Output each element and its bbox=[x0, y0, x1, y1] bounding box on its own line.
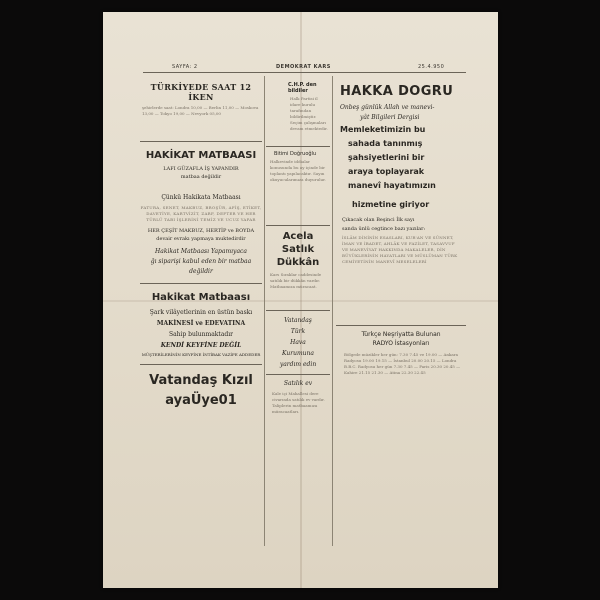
issue-date: 25.4.950 bbox=[418, 64, 445, 70]
kizilay-ad: Vatandaş Kızıl ayaÜye01 bbox=[149, 373, 253, 408]
hakka-sub2: yât Bilgileri Dergisi bbox=[360, 114, 420, 121]
hakikat-sub2: matbaa değildir bbox=[180, 174, 222, 180]
hakka-big2: sahada tanınmış bbox=[348, 139, 423, 148]
page-number: SAYFA: 2 bbox=[172, 64, 198, 70]
vatandas-1: Vatandaş bbox=[284, 317, 312, 324]
newspaper-name: DEMOKRAT KARS bbox=[276, 64, 331, 70]
chp-title: C.H.P. den bildiler bbox=[288, 82, 317, 94]
acela-2: Satlık bbox=[281, 244, 315, 255]
acela-text: Kars Sıraklar caddesinde satılık bir dükkân vardır. Matbaamıza müracaat. bbox=[270, 272, 322, 289]
divider bbox=[140, 283, 262, 284]
acela-1: Acela bbox=[282, 231, 314, 242]
ad2-line1: Şark vilâyetlerinin en üstün baskı bbox=[149, 309, 253, 316]
hakikat-caps: FATURA, SENET, MAKBUZ, BROŞÜR, AFİŞ, ETİKET, DAVETİYE, KARTVİZİT, ZARF, DEFTER VE HER TÜRLÜ TABI İŞLERİNİ TEMİZ VE UCUZ YAPAR bbox=[140, 205, 262, 222]
divider bbox=[266, 310, 330, 311]
bitimi-title: Bitimi Doğruoğlu bbox=[274, 151, 317, 157]
divider bbox=[266, 374, 330, 375]
radio-title-1: Türkçe Neşriyatta Bulunan bbox=[361, 331, 441, 338]
hakka-caps: İSLÂM DİNİNİN ESASLARI, KUR'AN VE SÜNNET, İMAN VE İBADET, AHLÂK VE FAZİLET, TASAVVUF VE MANEVİYAT HAKKINDA MAKALELER, DİN BÜYÜKLERİNİN HAYATLARI VE MÜSLÜMAN TÜRK CEMİYETİNİN MANEVÎ MESELELERİ bbox=[342, 235, 458, 264]
divider bbox=[266, 225, 330, 226]
hakikat-italic-3: değildir bbox=[189, 268, 213, 275]
divider bbox=[140, 141, 262, 142]
hakikat-italic-2: ğı siparişi kabul eden bir matbaa bbox=[150, 258, 252, 265]
hakka-big1: Memleketimizin bu bbox=[340, 125, 426, 134]
satilik-text: Kale içi Mahallesi dere civarında satılık ev vardır. Taliplerin matbaamıza müracaatları. bbox=[272, 391, 325, 414]
hakka-big3: şahsiyetlerini bir bbox=[348, 153, 425, 162]
ad2-title: Hakikat Matbaası bbox=[151, 292, 251, 303]
hakikat-italic-1: Hakikat Matbaası Yapamıyaca bbox=[155, 248, 247, 255]
hakka-big6: hizmetine giriyor bbox=[352, 200, 430, 209]
hakikat-sub1: LAFI GÜZAFLA İŞ YAPANDIR bbox=[163, 166, 239, 172]
hakka-title: HAKKA DOGRU bbox=[340, 84, 454, 99]
left-column bbox=[140, 78, 262, 550]
ad2-line3: Sahip bulunmaktadır bbox=[168, 331, 234, 338]
divider bbox=[266, 146, 330, 147]
middle-column bbox=[266, 78, 330, 550]
chp-text: Halk Partisi il idare kurulu tarafından bildirilmiştir. Seçim çalışmaları devam etmektedir. bbox=[290, 96, 328, 131]
hakka-big5: manevî hayatımızın bbox=[348, 181, 436, 190]
hakka-big4: araya toplayarak bbox=[348, 167, 425, 176]
hakka-sanda: sanda ünlü cegtince bazı yazılar: bbox=[342, 226, 426, 232]
column-divider-left bbox=[264, 76, 265, 546]
hakikat-devair: devair evrakı yapmaya muktedirdir bbox=[156, 236, 246, 242]
radio-title-2: RADYO İstasyonları bbox=[372, 340, 430, 347]
column-divider-right bbox=[332, 76, 333, 546]
timezone-text: şehirlerde saat: Londra 10,00 — Berlin 11,00 — Moskova 13,00 — Tokyo 19,00 — Nevyork 05,00 bbox=[142, 105, 259, 116]
bitimi-text: Halkevinde iddialar konusunda bu ay içinde bir toplantı yapılacaktır. Sayın okuyucularımıza duyurulur. bbox=[270, 159, 326, 182]
vatandas-3: Hava bbox=[290, 339, 306, 346]
radio-text: Bölgede müzikler her gün: 7.30 7.45 ve 19.00 — Ankara Radyosu 19.00 19.15 — İstanbul 20.00 20.15 — Londra B.B.C. Radyosu her gün 7.30 7.45 — Paris 20.30 20.45 — Kahire 21.15 21.30 — Atina 22.30 22.45 bbox=[344, 352, 461, 375]
divider bbox=[140, 364, 262, 365]
satilik-title: Satılık ev bbox=[283, 380, 313, 387]
hakka-cakacak: Çıkacak olan Beşinci İlk sayı bbox=[342, 217, 415, 223]
hakka-sub1: Onbeş günlük Allah ve manevi- bbox=[340, 104, 435, 111]
ad2-line5: MÜŞTERİLERİNİN KEYFİNE İNTİBAK VAZİFE ADDEDER bbox=[141, 352, 261, 357]
acela-3: Dükkân bbox=[276, 257, 320, 268]
hakikat-her: HER ÇEŞİT MAKBUZ, HERTİP ve BOYDA bbox=[147, 228, 255, 234]
ad2-line2: MAKİNESİ ve EDEVATINA bbox=[156, 320, 246, 327]
masthead-rule bbox=[143, 72, 466, 73]
ad2-line4: KENDİ KEYFİNE DEĞİL bbox=[160, 342, 242, 349]
divider bbox=[336, 325, 466, 326]
vatandas-2: Türk bbox=[290, 328, 306, 335]
right-column bbox=[336, 78, 466, 550]
vatandas-5: yardım edin bbox=[279, 361, 317, 368]
hakikat-sub3: Çünkü Hakikata Matbaası bbox=[161, 194, 241, 201]
vatandas-4: Kurumuna bbox=[282, 350, 314, 357]
timezone-title: TÜRKİYEDE SAAT 12 İKEN bbox=[150, 82, 252, 102]
hakikat-title: HAKİKAT MATBAASI bbox=[145, 150, 257, 161]
